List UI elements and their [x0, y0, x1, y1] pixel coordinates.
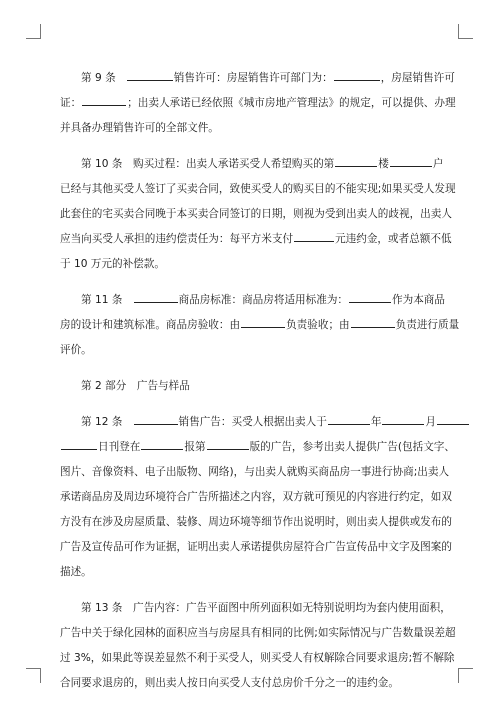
article-13-line-4: 合同要求退房的，则出卖人按日向买受人支付总房价千分之一的违约金。	[60, 677, 399, 689]
crop-mark-top-left	[26, 24, 41, 39]
blank-field[interactable]	[127, 70, 173, 81]
article-12-line-5: 方没有在涉及房屋质量、装修、周边环境等细节作出说明时，则出卖人提供或发布的	[60, 516, 452, 528]
article-11-line-1: 第 11 条 商品房标准：商品房将适用标准为： 作为本商品	[81, 294, 445, 306]
blank-field[interactable]	[82, 95, 126, 106]
article-10-line-3: 此套住的宅买卖合同晚于本买卖合同签订的日期，则视为受到出卖人的歧视，出卖人	[60, 208, 452, 220]
crop-mark-bottom-right	[458, 668, 473, 683]
article-10	[60, 152, 456, 277]
blank-field[interactable]	[349, 292, 391, 303]
article-10-line-4: 应当向买受人承担的违约偿责任为：每平方米支付 元违约金，或者总额不低	[60, 233, 452, 245]
article-9-line-3: 并具备办理销售许可的全部文件。	[60, 122, 219, 134]
article-13-line-3: 过 3%，如果此等误差显然不利于买受人，则买受人有权解除合同要求退房;暂不解除	[60, 652, 455, 664]
blank-field[interactable]	[390, 156, 432, 167]
blank-field[interactable]	[328, 414, 370, 425]
article-13-line-1: 第 13 条 广告内容：广告平面图中所列面积如无特别说明均为套内使用面积，	[81, 602, 451, 614]
article-12-line-7: 描述。	[60, 566, 92, 578]
article-13-line-2: 广告中关于绿化园林的面积应当与房屋具有相同的比例;如实际情况与广告数量误差超	[60, 627, 456, 639]
blank-field[interactable]	[61, 439, 97, 450]
article-11	[60, 288, 460, 363]
blank-field[interactable]	[382, 414, 424, 425]
blank-field[interactable]	[241, 317, 285, 328]
blank-field[interactable]	[134, 292, 178, 303]
article-9-line-1: 第 9 条 销售许可：房屋销售许可部门为： ，房屋销售许可	[81, 72, 455, 84]
blank-field[interactable]	[134, 414, 178, 425]
document-body	[60, 66, 460, 707]
article-11-line-2: 房的设计和建筑标准。商品房验收：由 负责验收；由 负责进行质量	[60, 319, 460, 331]
article-12	[60, 410, 455, 585]
blank-field[interactable]	[334, 70, 380, 81]
blank-field[interactable]	[351, 317, 395, 328]
crop-mark-top-right	[458, 24, 473, 39]
article-12-line-6: 广告及宣传品可作为证据，证明出卖人承诺提供房屋符合广告宣传品中文字及图案的	[60, 541, 452, 553]
article-10-line-5: 于 10 万元的补偿款。	[60, 258, 165, 270]
article-12-line-2: 日刊登在 报第 版的广告，参考出卖人提供广告(包括文字、	[60, 435, 446, 460]
article-9	[60, 66, 456, 141]
blank-field[interactable]	[294, 231, 334, 242]
section-heading-part-2: 第 2 部分 广告与样品	[81, 380, 190, 392]
article-10-line-2: 已经与其他买受人签订了买卖合同，致使买受人的购买目的不能实现;如果买受人发现	[60, 183, 456, 195]
article-12-line-3: 图片、音像资料、电子出版物、网络)，与出卖人就购买商品房一事进行协商;出卖人	[60, 466, 450, 478]
blank-field[interactable]	[141, 439, 183, 450]
blank-field[interactable]	[335, 156, 377, 167]
crop-mark-bottom-left	[26, 668, 41, 683]
article-12-line-1: 第 12 条 销售广告：买受人根据出卖人于 年 月	[60, 410, 446, 435]
article-11-line-3: 评价。	[60, 344, 92, 356]
article-9-line-2: 证： ；出卖人承诺已经依照《城市房地产管理法》的规定，可以提供、办理	[60, 97, 456, 109]
blank-field[interactable]	[207, 439, 249, 450]
article-13	[60, 596, 456, 696]
article-10-line-1: 第 10 条 购买过程：出卖人承诺买受人希望购买的第 楼 户	[81, 158, 444, 170]
blank-field[interactable]	[437, 414, 469, 425]
article-12-line-4: 承诺商品房及周边环境符合广告所描述之内容，双方就可预见的内容进行约定，如双	[60, 491, 452, 503]
